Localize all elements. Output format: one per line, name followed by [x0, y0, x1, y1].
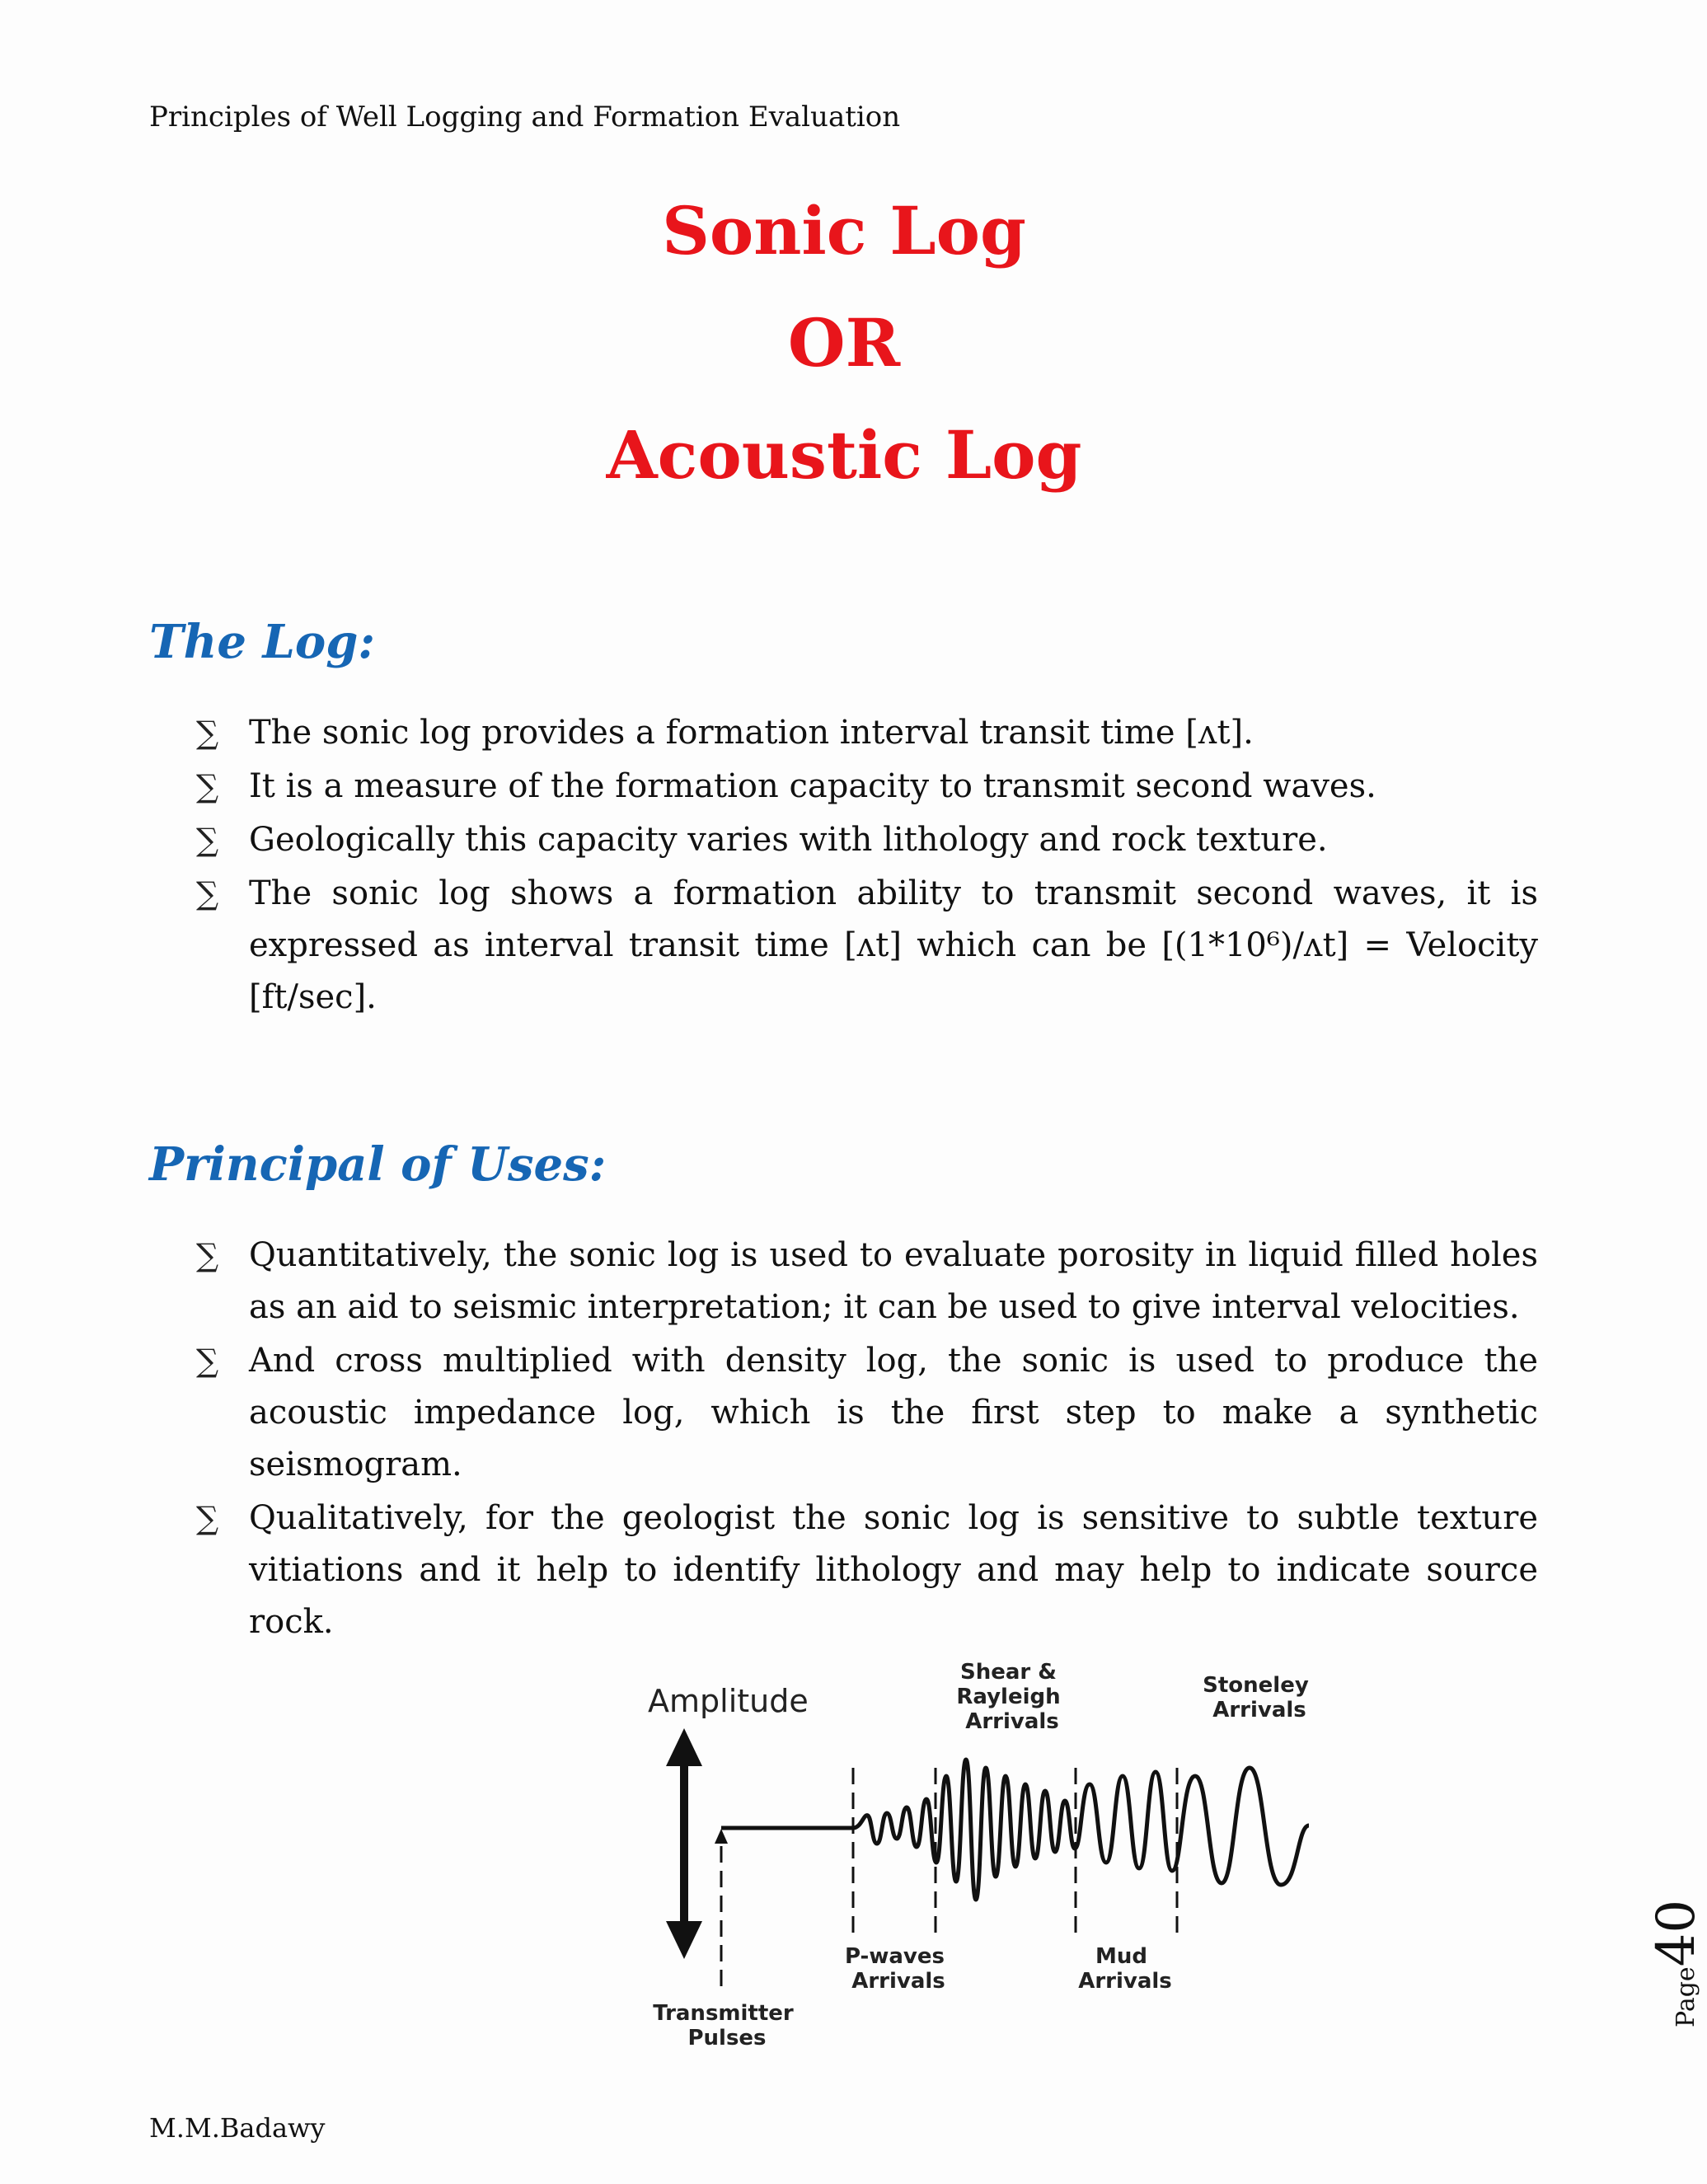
shear-label: Shear & Rayleigh Arrivals — [956, 1660, 1061, 1734]
list-item — [196, 1335, 1538, 1491]
title-line-3: Acoustic Log — [606, 416, 1082, 494]
running-header: Principles of Well Logging and Formation Evaluation — [149, 101, 901, 134]
sigma-bullet-icon: ∑ — [196, 715, 219, 751]
list-item — [196, 1493, 1538, 1648]
waveform-trace — [721, 1760, 1309, 1900]
pwaves-label: P-waves Arrivals — [844, 1944, 945, 1994]
page-number-value: 40 — [1646, 1899, 1707, 1967]
sigma-bullet-icon: ∑ — [196, 1500, 219, 1536]
list-item — [196, 868, 1538, 1024]
title-line-2: OR — [787, 304, 901, 382]
the-log-bullet-list — [196, 707, 1538, 1025]
title-line-1: Sonic Log — [662, 192, 1026, 269]
bullet-text: Qualitatively, for the geologist the sonic log is sensitive to subtle texture vitiations and it help to identify lithology and may help to indicate source rock. — [249, 1499, 1538, 1641]
mud-label: Mud Arrivals — [1078, 1944, 1172, 1994]
sigma-bullet-icon: ∑ — [196, 822, 219, 858]
bullet-text: Geologically this capacity varies with lithology and rock texture. — [249, 821, 1328, 859]
page-number — [1603, 1879, 1707, 2044]
bullet-text: The sonic log provides a formation interval transit time [ʌt]. — [249, 714, 1254, 752]
transmitter-marker — [715, 1829, 728, 1986]
list-item — [196, 1230, 1538, 1333]
amplitude-arrow-icon — [666, 1728, 702, 1959]
section-heading-the-log: The Log: — [149, 615, 376, 669]
section-heading-principal-of-uses: Principal of Uses: — [149, 1137, 607, 1192]
sigma-bullet-icon: ∑ — [196, 875, 219, 912]
transmitter-label: Transmitter Pulses — [653, 2001, 794, 2050]
sigma-bullet-icon: ∑ — [196, 1237, 219, 1273]
page-word: Page — [1672, 1966, 1700, 2027]
bullet-text: The sonic log shows a formation ability to transmit second waves, it is expressed as interval transit time [ʌt] which can be [(1*10⁶)/ʌt] = Velocity [ft/sec]. — [249, 874, 1538, 1016]
sigma-bullet-icon: ∑ — [196, 1343, 219, 1379]
uses-bullet-list — [196, 1230, 1538, 1650]
bullet-text: Quantitatively, the sonic log is used to evaluate porosity in liquid filled holes as an aid to seismic interpretation; it can be used to give interval velocities. — [249, 1236, 1538, 1326]
stoneley-label: Stoneley Arrivals — [1203, 1673, 1309, 1722]
sonic-waveform-figure — [626, 1661, 1335, 2056]
bullet-text: It is a measure of the formation capacity to transmit second waves. — [249, 767, 1376, 805]
list-item — [196, 814, 1538, 866]
list-item — [196, 707, 1538, 759]
bullet-text: And cross multiplied with density log, the sonic is used to produce the acoustic impedance log, which is the first step to make a synthetic seismogram. — [249, 1342, 1538, 1483]
sigma-bullet-icon: ∑ — [196, 768, 219, 804]
list-item — [196, 761, 1538, 813]
footer-author: M.M.Badawy — [149, 2112, 326, 2144]
amplitude-label: Amplitude — [648, 1683, 809, 1719]
